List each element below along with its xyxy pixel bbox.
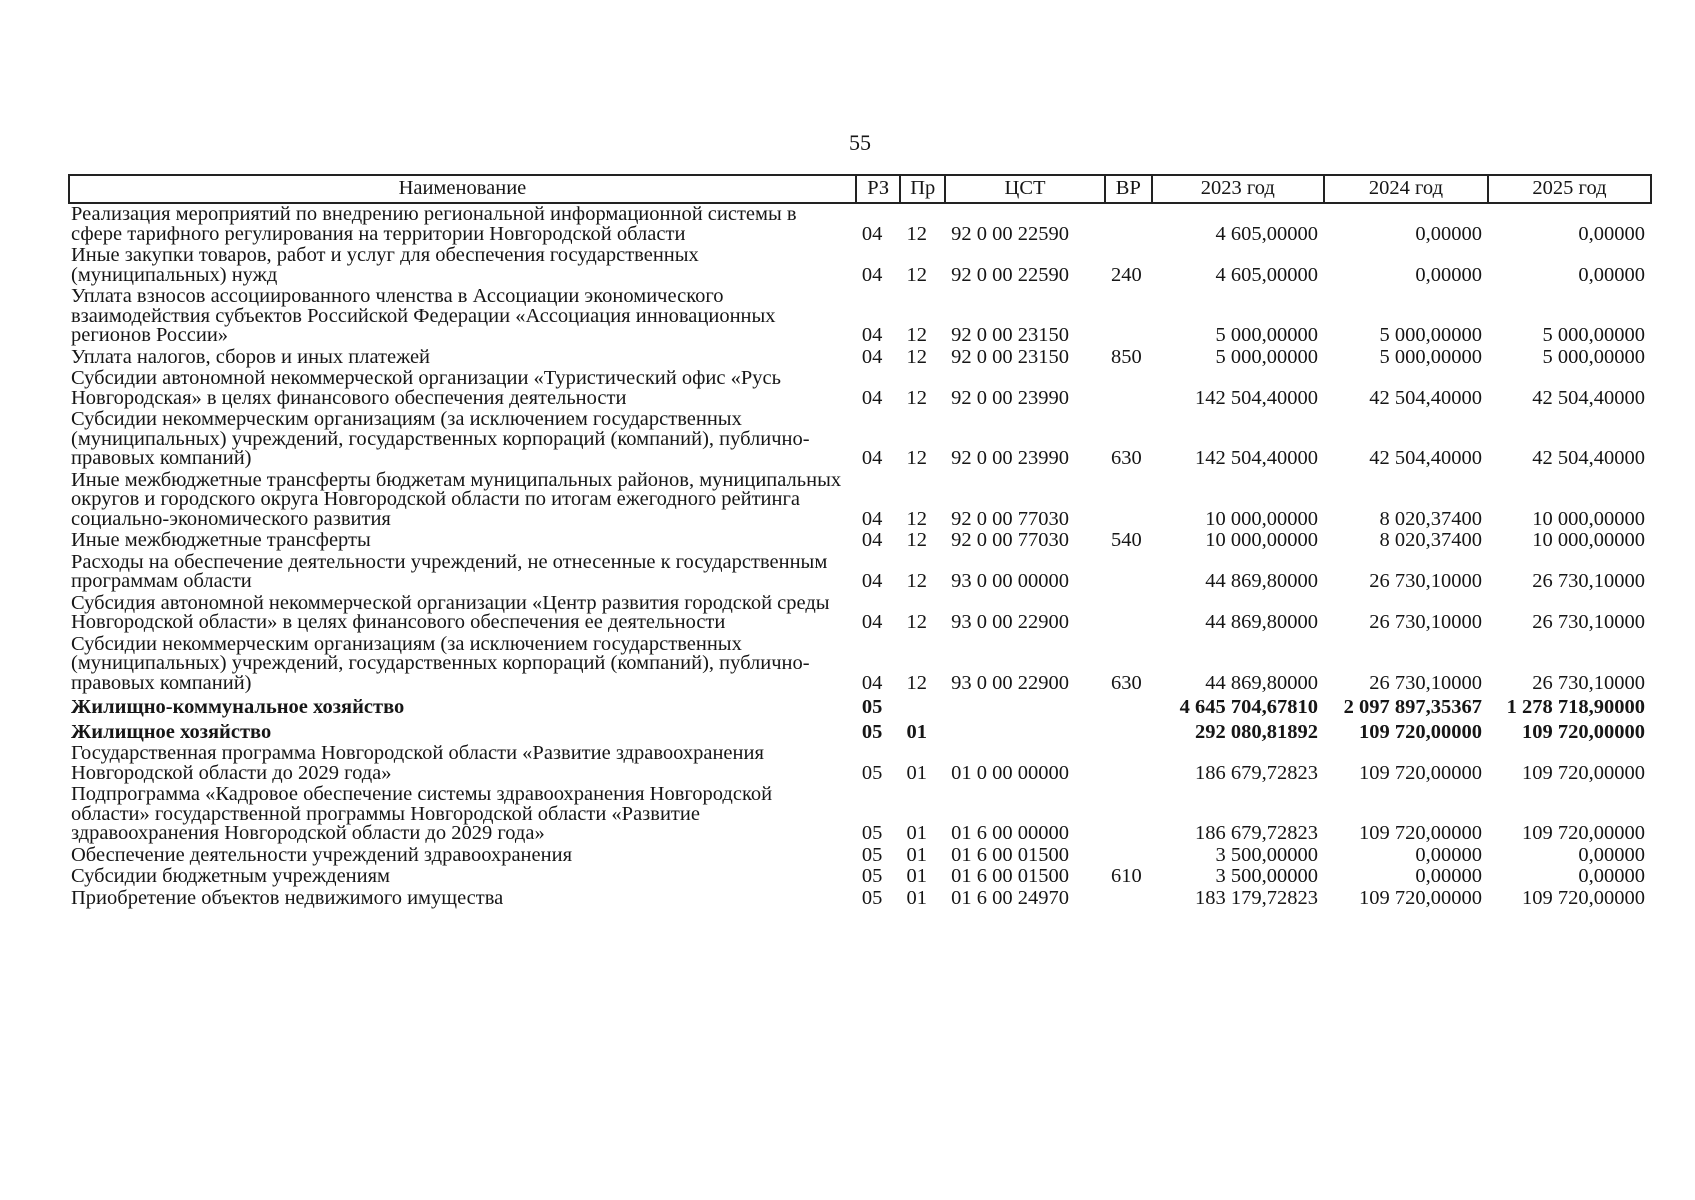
row-name: Субсидия автономной некоммерческой организации «Центр развития городской среды Новгородской области» в целях финансового обеспечения ее деятельности bbox=[71, 591, 830, 633]
header-pr: Пр bbox=[900, 175, 945, 203]
row-amount-2025: 26 730,10000 bbox=[1532, 611, 1645, 633]
row-amount-2025: 26 730,10000 bbox=[1532, 570, 1645, 592]
row-cst bbox=[945, 719, 1105, 744]
row-vr: 540 bbox=[1110, 529, 1142, 551]
header-vr: ВР bbox=[1105, 175, 1152, 203]
header-cst: ЦСТ bbox=[945, 175, 1105, 203]
row-amount-2024: 109 720,00000 bbox=[1358, 720, 1482, 743]
table-header bbox=[69, 175, 1651, 203]
row-pr: 12 bbox=[906, 570, 927, 592]
row-amount-2025: 5 000,00000 bbox=[1542, 324, 1645, 346]
row-amount-2024: 8 020,37400 bbox=[1379, 507, 1482, 530]
table-row bbox=[69, 347, 1651, 369]
row-name: Уплата взносов ассоциированного членства в Ассоциации экономического взаимодействия субъектов Российской Федерации «Ассоциация инновационных регионов России» bbox=[71, 285, 776, 346]
row-cst: 01 0 00 00000 bbox=[951, 761, 1069, 784]
row-name: Реализация мероприятий по внедрению региональной информационной системы в сфере тарифного регулирования на территории Новгородской области bbox=[71, 203, 797, 245]
row-cst: 93 0 00 22900 bbox=[951, 671, 1069, 694]
row-amount-2023: 4 645 704,67810 bbox=[1179, 696, 1318, 718]
table-row bbox=[69, 203, 1651, 245]
row-rz: 04 bbox=[861, 671, 883, 694]
row-vr bbox=[1105, 694, 1152, 719]
table-row bbox=[69, 784, 1651, 845]
row-amount-2023: 142 504,40000 bbox=[1194, 386, 1318, 409]
row-amount-2024: 42 504,40000 bbox=[1369, 386, 1482, 409]
row-pr: 01 bbox=[906, 761, 927, 784]
row-pr: 01 bbox=[906, 865, 927, 887]
table-row bbox=[69, 552, 1651, 593]
row-cst: 92 0 00 23990 bbox=[951, 386, 1069, 409]
row-amount-2023: 10 000,00000 bbox=[1205, 507, 1318, 530]
table-row bbox=[69, 888, 1651, 910]
row-vr bbox=[1105, 368, 1152, 409]
row-cst: 01 6 00 24970 bbox=[951, 886, 1069, 909]
row-amount-2023: 186 679,72823 bbox=[1194, 761, 1318, 784]
row-amount-2023: 44 869,80000 bbox=[1205, 611, 1318, 633]
row-name: Иные межбюджетные трансферты bbox=[71, 529, 371, 551]
row-name: Уплата налогов, сборов и иных платежей bbox=[71, 345, 431, 368]
row-amount-2023: 44 869,80000 bbox=[1205, 570, 1318, 592]
row-cst: 01 6 00 01500 bbox=[951, 843, 1069, 866]
row-amount-2025: 0,00000 bbox=[1578, 865, 1645, 887]
row-amount-2024: 109 720,00000 bbox=[1358, 886, 1482, 909]
row-cst: 92 0 00 23150 bbox=[951, 345, 1069, 368]
row-vr: 610 bbox=[1110, 865, 1142, 887]
row-amount-2023: 183 179,72823 bbox=[1194, 886, 1318, 909]
row-pr: 01 bbox=[906, 720, 927, 743]
row-vr bbox=[1105, 286, 1152, 347]
row-pr: 12 bbox=[906, 611, 927, 633]
row-pr: 12 bbox=[906, 529, 927, 551]
row-cst: 92 0 00 77030 bbox=[951, 507, 1069, 530]
row-name: Субсидии некоммерческим организациям (за исключением государственных (муниципальных) учреждений, государственных корпораций (компаний), публично-правовых компаний) bbox=[71, 632, 810, 694]
row-vr bbox=[1105, 593, 1152, 634]
header-name: Наименование bbox=[69, 175, 856, 203]
row-vr: 630 bbox=[1110, 447, 1142, 469]
table-row bbox=[69, 634, 1651, 695]
table-row bbox=[69, 719, 1651, 744]
row-rz: 05 bbox=[861, 843, 883, 866]
row-amount-2024: 0,00000 bbox=[1415, 865, 1482, 887]
row-cst: 01 6 00 01500 bbox=[951, 865, 1069, 887]
row-amount-2024: 5 000,00000 bbox=[1379, 345, 1482, 368]
row-amount-2024: 8 020,37400 bbox=[1379, 529, 1482, 551]
row-amount-2023: 3 500,00000 bbox=[1215, 843, 1318, 866]
row-name: Государственная программа Новгородской области «Развитие здравоохранения Новгородской области до 2029 года» bbox=[71, 742, 764, 784]
row-amount-2024: 0,00000 bbox=[1415, 222, 1482, 245]
row-vr bbox=[1105, 552, 1152, 593]
header-2024: 2024 год bbox=[1324, 175, 1488, 203]
row-name: Субсидии автономной некоммерческой организации «Туристический офис «Русь Новгородская» в целях финансового обеспечения деятельности bbox=[71, 367, 781, 409]
row-vr bbox=[1105, 888, 1152, 910]
row-amount-2025: 109 720,00000 bbox=[1522, 720, 1645, 743]
table-row bbox=[69, 245, 1651, 286]
row-amount-2024: 0,00000 bbox=[1415, 843, 1482, 866]
row-pr: 12 bbox=[906, 324, 927, 346]
row-rz: 04 bbox=[861, 345, 883, 368]
row-rz: 04 bbox=[861, 324, 883, 346]
row-amount-2024: 26 730,10000 bbox=[1369, 671, 1482, 694]
row-amount-2023: 5 000,00000 bbox=[1215, 345, 1318, 368]
table-row bbox=[69, 470, 1651, 531]
row-cst: 01 6 00 00000 bbox=[951, 822, 1069, 844]
header-rz: РЗ bbox=[856, 175, 901, 203]
row-pr: 12 bbox=[906, 447, 927, 469]
row-name: Жилищно-коммунальное хозяйство bbox=[71, 696, 405, 718]
row-amount-2023: 292 080,81892 bbox=[1194, 720, 1318, 743]
row-cst: 93 0 00 00000 bbox=[951, 570, 1069, 592]
row-pr: 01 bbox=[906, 843, 927, 866]
row-cst: 92 0 00 77030 bbox=[951, 529, 1069, 551]
row-name: Расходы на обеспечение деятельности учреждений, не отнесенные к государственным программам области bbox=[71, 550, 828, 592]
row-rz: 05 bbox=[861, 865, 883, 887]
row-amount-2025: 0,00000 bbox=[1578, 222, 1645, 245]
row-rz: 04 bbox=[861, 222, 883, 245]
row-amount-2025: 10 000,00000 bbox=[1532, 529, 1645, 551]
row-rz: 05 bbox=[861, 696, 883, 718]
row-amount-2024: 26 730,10000 bbox=[1369, 611, 1482, 633]
budget-table bbox=[68, 174, 1652, 909]
row-cst: 93 0 00 22900 bbox=[951, 611, 1069, 633]
row-amount-2024: 2 097 897,35367 bbox=[1343, 696, 1482, 718]
row-name: Иные закупки товаров, работ и услуг для обеспечения государственных (муниципальных) нужд bbox=[71, 244, 699, 286]
table-row bbox=[69, 530, 1651, 552]
row-name: Обеспечение деятельности учреждений здравоохранения bbox=[71, 843, 572, 866]
table-row bbox=[69, 866, 1651, 888]
row-vr: 630 bbox=[1110, 671, 1142, 694]
row-amount-2024: 0,00000 bbox=[1415, 263, 1482, 286]
row-amount-2023: 142 504,40000 bbox=[1194, 447, 1318, 469]
table-row bbox=[69, 743, 1651, 784]
header-2025: 2025 год bbox=[1488, 175, 1651, 203]
table-body bbox=[69, 203, 1651, 909]
row-cst: 92 0 00 22590 bbox=[951, 222, 1069, 245]
row-vr: 850 bbox=[1110, 345, 1142, 368]
row-vr bbox=[1105, 203, 1152, 245]
header-2023: 2023 год bbox=[1152, 175, 1324, 203]
row-pr: 12 bbox=[906, 345, 927, 368]
row-vr bbox=[1105, 470, 1152, 531]
row-rz: 05 bbox=[861, 720, 883, 743]
row-rz: 04 bbox=[861, 570, 883, 592]
row-name: Субсидии бюджетным учреждениям bbox=[71, 865, 391, 887]
row-amount-2024: 42 504,40000 bbox=[1369, 447, 1482, 469]
row-pr: 12 bbox=[906, 386, 927, 409]
row-amount-2024: 5 000,00000 bbox=[1379, 324, 1482, 346]
row-rz: 04 bbox=[861, 447, 883, 469]
row-cst: 92 0 00 22590 bbox=[951, 263, 1069, 286]
row-pr: 12 bbox=[906, 222, 927, 245]
row-rz: 05 bbox=[861, 822, 883, 844]
row-rz: 05 bbox=[861, 761, 883, 784]
table-row bbox=[69, 593, 1651, 634]
row-amount-2024: 26 730,10000 bbox=[1369, 570, 1482, 592]
row-amount-2025: 10 000,00000 bbox=[1532, 507, 1645, 530]
row-amount-2023: 3 500,00000 bbox=[1215, 865, 1318, 887]
row-rz: 04 bbox=[861, 529, 883, 551]
row-amount-2025: 1 278 718,90000 bbox=[1506, 696, 1645, 718]
table-row bbox=[69, 694, 1651, 719]
row-amount-2023: 5 000,00000 bbox=[1215, 324, 1318, 346]
row-vr bbox=[1105, 845, 1152, 867]
row-amount-2023: 4 605,00000 bbox=[1215, 263, 1318, 286]
row-vr bbox=[1105, 784, 1152, 845]
row-vr: 240 bbox=[1110, 263, 1142, 286]
table-row bbox=[69, 409, 1651, 470]
row-amount-2024: 109 720,00000 bbox=[1358, 822, 1482, 844]
row-name: Жилищное хозяйство bbox=[71, 720, 272, 743]
page-number: 55 bbox=[849, 130, 871, 155]
row-rz: 04 bbox=[861, 507, 883, 530]
row-pr bbox=[900, 694, 945, 719]
row-amount-2025: 0,00000 bbox=[1578, 263, 1645, 286]
table-row bbox=[69, 286, 1651, 347]
row-amount-2025: 109 720,00000 bbox=[1522, 886, 1645, 909]
row-name: Подпрограмма «Кадровое обеспечение системы здравоохранения Новгородской области» государственной программы Новгородской области «Развитие здравоохранения Новгородской области до 2029 года» bbox=[71, 783, 773, 844]
row-cst bbox=[945, 694, 1105, 719]
row-amount-2025: 42 504,40000 bbox=[1532, 447, 1645, 469]
row-amount-2025: 26 730,10000 bbox=[1532, 671, 1645, 694]
row-amount-2023: 4 605,00000 bbox=[1215, 222, 1318, 245]
row-name: Иные межбюджетные трансферты бюджетам муниципальных районов, муниципальных округов и городского округа Новгородской области по итогам ежегодного рейтинга социально-экономического развития bbox=[71, 468, 842, 530]
row-pr: 12 bbox=[906, 263, 927, 286]
row-rz: 05 bbox=[861, 886, 883, 909]
row-cst: 92 0 00 23990 bbox=[951, 447, 1069, 469]
row-pr: 01 bbox=[906, 886, 927, 909]
row-name: Приобретение объектов недвижимого имущества bbox=[71, 886, 504, 909]
row-vr bbox=[1105, 719, 1152, 744]
row-amount-2024: 109 720,00000 bbox=[1358, 761, 1482, 784]
row-pr: 12 bbox=[906, 671, 927, 694]
row-amount-2025: 0,00000 bbox=[1578, 843, 1645, 866]
row-amount-2025: 5 000,00000 bbox=[1542, 345, 1645, 368]
row-amount-2023: 10 000,00000 bbox=[1205, 529, 1318, 551]
row-rz: 04 bbox=[861, 611, 883, 633]
row-amount-2023: 186 679,72823 bbox=[1194, 822, 1318, 844]
table-row bbox=[69, 368, 1651, 409]
row-name: Субсидии некоммерческим организациям (за исключением государственных (муниципальных) учреждений, государственных корпораций (компаний), публично-правовых компаний) bbox=[71, 408, 810, 469]
row-cst: 92 0 00 23150 bbox=[951, 324, 1069, 346]
row-pr: 01 bbox=[906, 822, 927, 844]
row-rz: 04 bbox=[861, 263, 883, 286]
row-amount-2025: 109 720,00000 bbox=[1522, 761, 1645, 784]
row-amount-2025: 42 504,40000 bbox=[1532, 386, 1645, 409]
row-amount-2023: 44 869,80000 bbox=[1205, 671, 1318, 694]
row-amount-2025: 109 720,00000 bbox=[1522, 822, 1645, 844]
row-vr bbox=[1105, 743, 1152, 784]
table-row bbox=[69, 845, 1651, 867]
row-rz: 04 bbox=[861, 386, 883, 409]
row-pr: 12 bbox=[906, 507, 927, 530]
